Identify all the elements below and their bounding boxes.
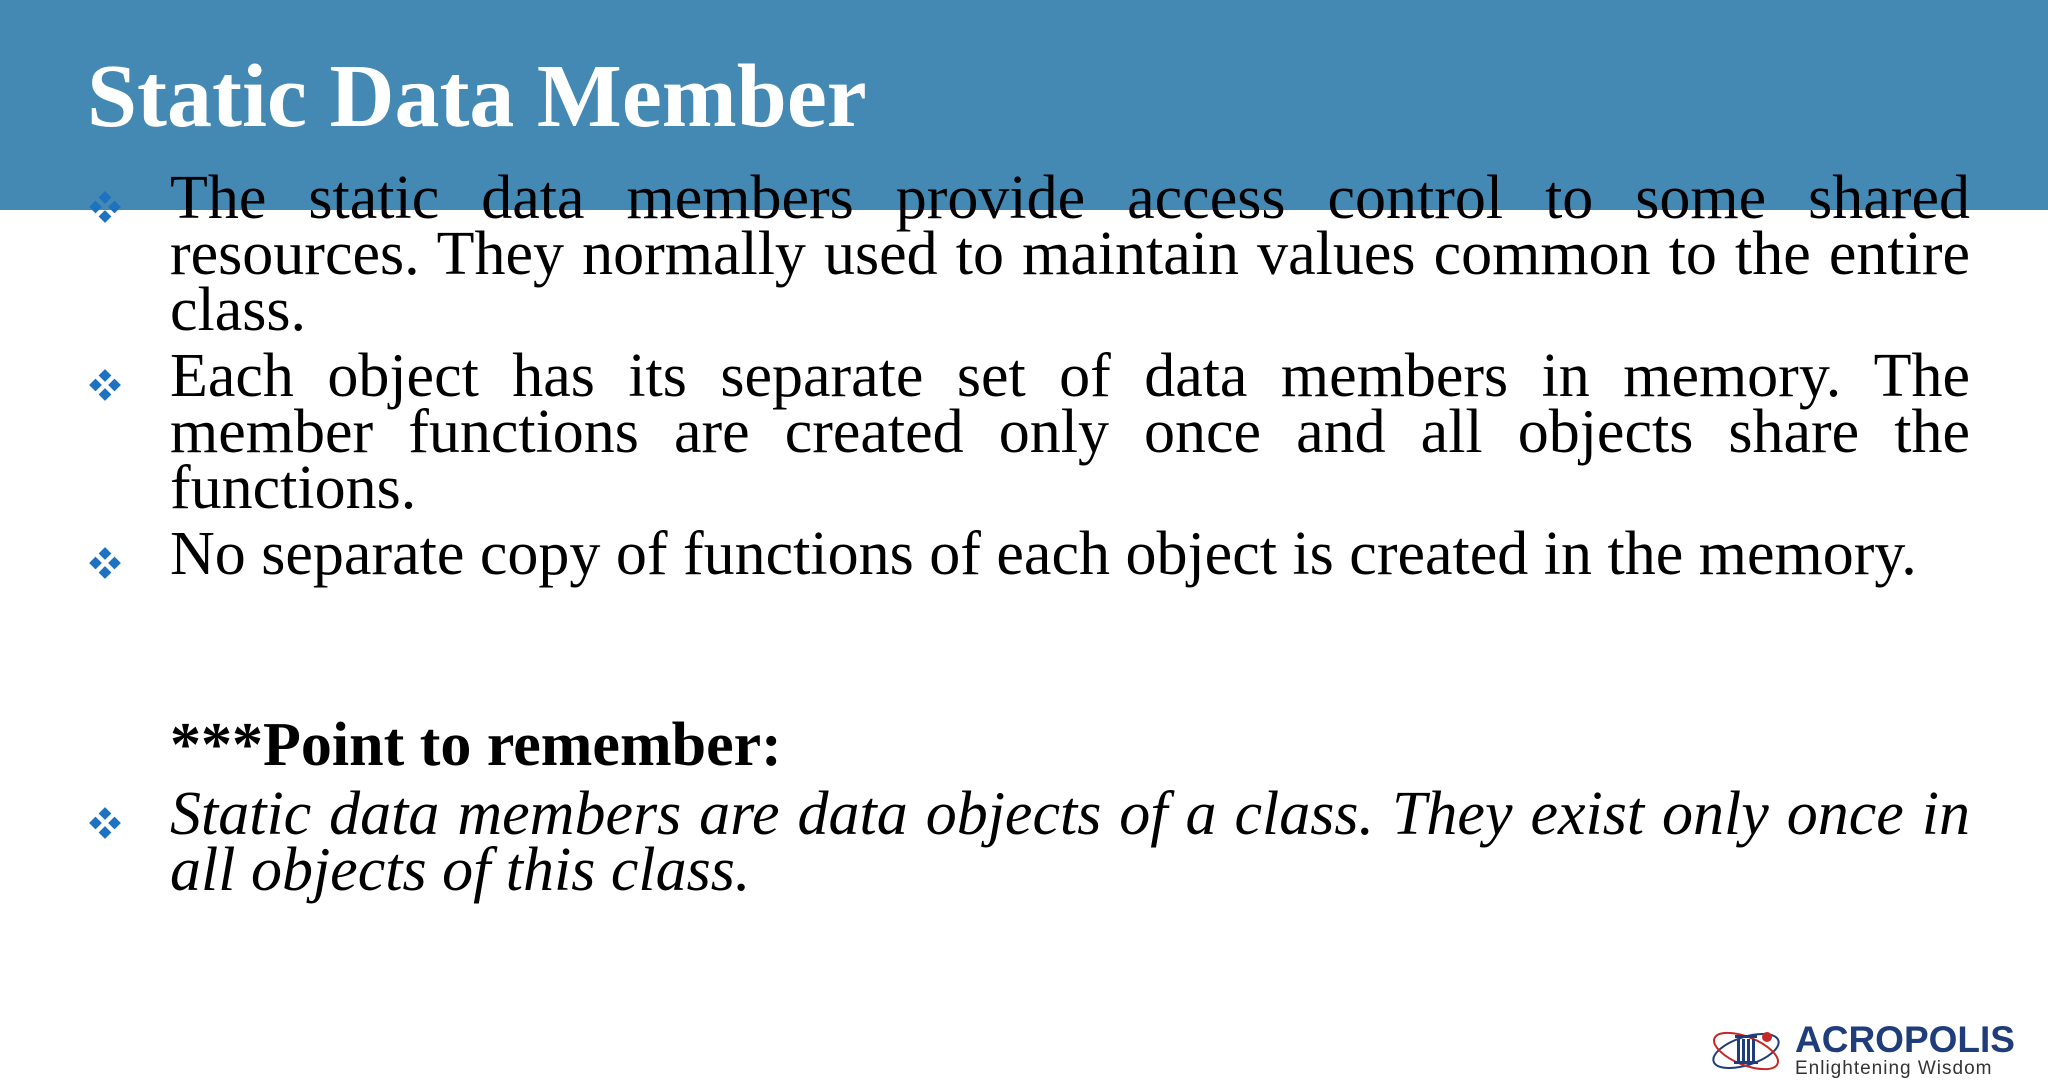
note-bullet-text: Static data members are data objects of a class. They exist only once in all objects of this class. bbox=[170, 780, 1970, 904]
logo-name: ACROPOLIS bbox=[1795, 1019, 2015, 1060]
bullet-text: Each object has its separate set of data members in memory. The member functions are created only once and all objects share the functions. bbox=[170, 342, 1970, 522]
bullet-text: The static data members provide access control to some shared resources. They normally used to maintain values common to the entire class. bbox=[170, 164, 1970, 344]
pillar-globe-icon bbox=[1709, 1019, 1787, 1079]
note-bullet-item bbox=[170, 780, 1970, 904]
bullet-text: No separate copy of functions of each object is created in the memory. bbox=[170, 520, 1917, 588]
bullet-item bbox=[170, 164, 1970, 344]
acropolis-logo bbox=[1705, 1015, 2035, 1081]
slide-title: Static Data Member bbox=[87, 47, 867, 146]
diamond-bullet-icon bbox=[88, 546, 122, 580]
bullet-item bbox=[170, 520, 1970, 588]
logo-tagline: Enlightening Wisdom bbox=[1795, 1058, 1993, 1079]
diamond-bullet-icon bbox=[88, 190, 122, 224]
diamond-bullet-icon bbox=[88, 368, 122, 402]
diamond-bullet-icon bbox=[88, 806, 122, 840]
bullet-item bbox=[170, 342, 1970, 522]
note-heading: ***Point to remember: bbox=[170, 711, 782, 779]
